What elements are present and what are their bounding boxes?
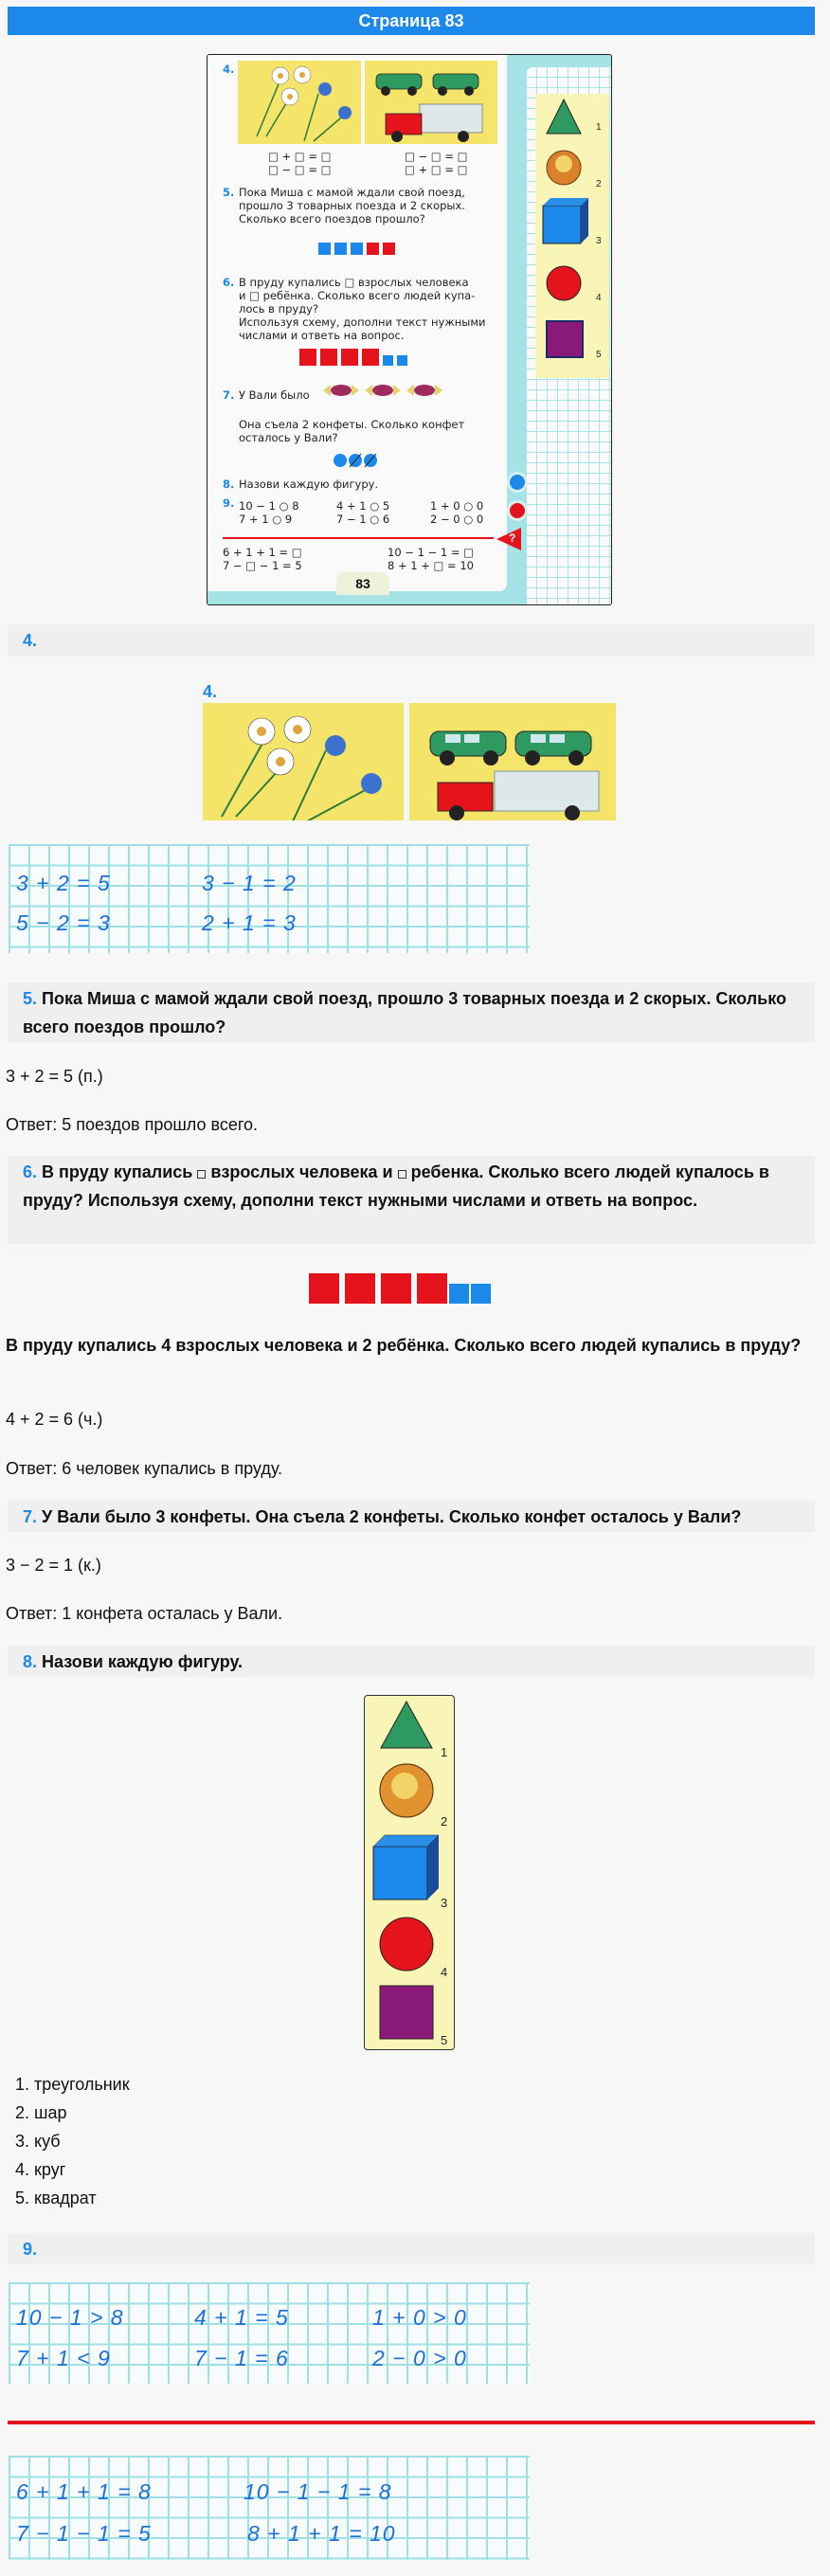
section-number: 6. [23,1162,38,1181]
ex9-number: 9. [223,496,235,510]
bottom-right-1: 10 − 1 − 1 = □ [388,546,474,559]
ex4-left-formula-1: □ + □ = □ [268,150,332,163]
ex6-line-1: В пруду купались □ взрослых человека [239,276,469,289]
section-6-scheme [309,1273,491,1304]
page-number: 83 [336,572,389,595]
ex4-right-formula-1: □ − □ = □ [405,150,468,163]
ex5-number: 5. [223,186,235,199]
error-icon [507,500,528,521]
ex5-line-2: прошло 3 товарных поезда и 2 скорых. [239,199,465,212]
shape-number: 3 [596,236,602,246]
ex7-line-2: Она съела 2 конфеты. Сколько конфет [239,418,465,431]
ex9-item: 7 − 1 ○ 6 [336,513,390,526]
ex8-text: Назови каждую фигуру. [239,477,379,491]
bottom-left-2: 7 − □ − 1 = 5 [223,559,302,572]
answer-equation: 1 + 0 > 0 [372,2305,467,2330]
ex7-line-3: осталось у Вали? [239,431,338,444]
ex5-line-3: Сколько всего поездов прошло? [239,212,425,225]
section-9-header [8,2233,815,2264]
section-number: 4. [23,631,38,650]
section-number: 7. [23,1507,38,1526]
image-number: 4. [203,682,218,701]
bonus-answer-grid [9,2456,530,2560]
completed-question: В пруду купались 4 взрослых человека и 2 ребёнка. Сколько всего людей купались в пруду? [6,1336,802,1355]
ex6-scheme [299,349,407,366]
answer-equation: 10 − 1 − 1 = 8 [244,2479,392,2504]
shapes-panel [364,1695,455,2050]
candy-icon [323,382,359,399]
shape-answer: 1. треугольник [15,2075,130,2094]
section-number: 9. [23,2240,38,2259]
ex8-number: 8. [223,477,235,491]
ex7-scheme-icon [334,453,377,468]
section-number: 8. [23,1652,38,1671]
answer-equation: 6 + 1 + 1 = 8 [16,2479,152,2504]
ex9-item: 10 − 1 ○ 8 [239,499,299,513]
ex9-item: 4 + 1 ○ 5 [336,499,390,513]
bottom-left-1: 6 + 1 + 1 = □ [223,546,302,559]
question-text: Пока Миша с мамой ждали свой поезд, прошло 3 товарных поезда и 2 скорых. Сколько всего поездов прошло? [23,989,786,1036]
answer-equation: 10 − 1 > 8 [16,2305,124,2330]
grid-icon [507,472,528,493]
flowers-image [203,703,404,820]
ex7-number: 7. [223,388,235,402]
blank-box-icon [398,1170,406,1179]
answer-equation: 7 + 1 < 9 [16,2346,111,2370]
scheme-square-red [299,349,316,366]
vehicles-icon [409,703,616,820]
ex4-left-formula-2: □ − □ = □ [268,163,332,176]
scheme-square-red [367,243,379,255]
answer-equation: 4 + 1 = 5 [194,2305,289,2330]
answer: Ответ: 1 конфета осталась у Вали. [6,1604,283,1623]
divider-line [223,537,494,539]
section-6-header [8,1156,815,1244]
shape-number: 4 [441,1965,448,1979]
scheme-square-blue [334,243,347,255]
answer-equation: 3 + 2 = 5 [16,871,111,895]
textbook-page-image [207,54,612,605]
scheme-square-blue [449,1284,469,1304]
shape-number: 3 [441,1896,448,1910]
question-text: У Вали было 3 конфеты. Она съела 2 конфеты. Сколько конфет осталось у Вали? [42,1507,742,1526]
question-text-part-3: ребенка. Сколько всего людей купалось в пруду? Используя схему, дополни текст нужными числами и ответь на вопрос. [23,1162,769,1210]
answer-equation: 7 − 1 = 6 [194,2346,289,2370]
answer-equation: 7 − 1 − 1 = 5 [16,2521,152,2546]
flowers-image [238,61,361,144]
shape-answer: 5. квадрат [15,2189,97,2207]
red-divider [8,2421,815,2424]
shape-number: 5 [596,350,602,360]
section-4-image [201,682,618,820]
answer-equation: 2 + 1 = 3 [202,910,297,935]
answer-equation: 5 − 2 = 3 [16,910,111,935]
candy-icon [365,382,401,399]
solution: 3 + 2 = 5 (п.) [6,1067,103,1086]
ex9-item: 2 − 0 ○ 0 [430,513,484,526]
shape-number: 1 [441,1745,448,1759]
scheme-square-red [341,349,358,366]
section-9-answer-grid [9,2282,530,2384]
solution: 4 + 2 = 6 (ч.) [6,1410,103,1429]
question-text-part-2: взрослых человека и [210,1162,393,1181]
ex5-scheme [318,243,395,255]
bottom-right-2: 8 + 1 + □ = 10 [388,559,474,572]
shape-answer: 2. шар [15,2103,67,2122]
scheme-square-red [417,1273,447,1304]
flowers-icon [238,61,361,144]
scheme-square-blue [383,355,393,366]
candy-icon [406,382,442,399]
question-mark: ? [509,531,516,545]
shape-number: 1 [596,122,602,133]
scheme-square-red [320,349,337,366]
scheme-square-red [345,1273,375,1304]
scheme-square-blue [318,243,331,255]
ex7-line-1: У Вали было [239,388,310,402]
candies-image [323,382,442,399]
shape-answer: 4. круг [15,2160,66,2179]
scheme-square-blue [397,355,407,366]
answer: Ответ: 5 поездов прошло всего. [6,1115,259,1134]
textbook-shapes-panel [535,94,609,378]
shape-answer: 3. куб [15,2132,61,2151]
section-4-answer-grid [9,844,530,953]
ex4-number: 4. [223,63,235,76]
blank-box-icon [197,1170,206,1179]
cars-truck-image [409,703,616,820]
answer-equation: 2 − 0 > 0 [372,2346,467,2370]
section-5-header [8,982,815,1042]
question-text-part-1: В пруду купались [42,1162,193,1181]
page-title: Страница 83 [8,7,815,35]
scheme-square-red [383,243,395,255]
ex9-item: 7 + 1 ○ 9 [239,513,293,526]
ex6-number: 6. [223,276,235,289]
shape-number: 4 [596,293,602,303]
shape-number: 2 [596,179,602,189]
shape-number: 2 [441,1814,448,1828]
ex4-right-formula-2: □ + □ = □ [405,163,468,176]
answer-equation: 3 − 1 = 2 [202,871,297,895]
ex6-line-4: Используя схему, дополни текст нужными [239,315,486,329]
scheme-square-blue [471,1284,491,1304]
ex6-line-3: лось в пруду? [239,302,319,315]
ex6-line-5: числами и ответь на вопрос. [239,329,405,342]
ex6-line-2: и □ ребёнка. Сколько всего людей купа- [239,289,476,302]
vehicles-icon [365,61,497,144]
scheme-square-red [309,1273,339,1304]
solution: 3 − 2 = 1 (к.) [6,1556,101,1575]
textbook-side-grid [526,66,612,605]
section-8-header [8,1646,815,1677]
section-number: 5. [23,989,38,1008]
textbook-page-content [208,55,507,591]
answer: Ответ: 6 человек купались в пруду. [6,1459,283,1478]
ex9-item: 1 + 0 ○ 0 [430,499,484,513]
scheme-square-blue [351,243,363,255]
shape-number: 5 [441,2033,448,2047]
section-4-header [8,624,815,657]
scheme-square-red [381,1273,411,1304]
ex5-line-1: Пока Миша с мамой ждали свой поезд, [239,186,465,199]
answer-equation: 8 + 1 + 1 = 10 [247,2521,396,2546]
question-text: Назови каждую фигуру. [42,1652,243,1671]
section-7-header [8,1501,815,1532]
scheme-square-red [362,349,379,366]
flowers-icon [203,703,404,820]
cars-truck-image [365,61,497,144]
